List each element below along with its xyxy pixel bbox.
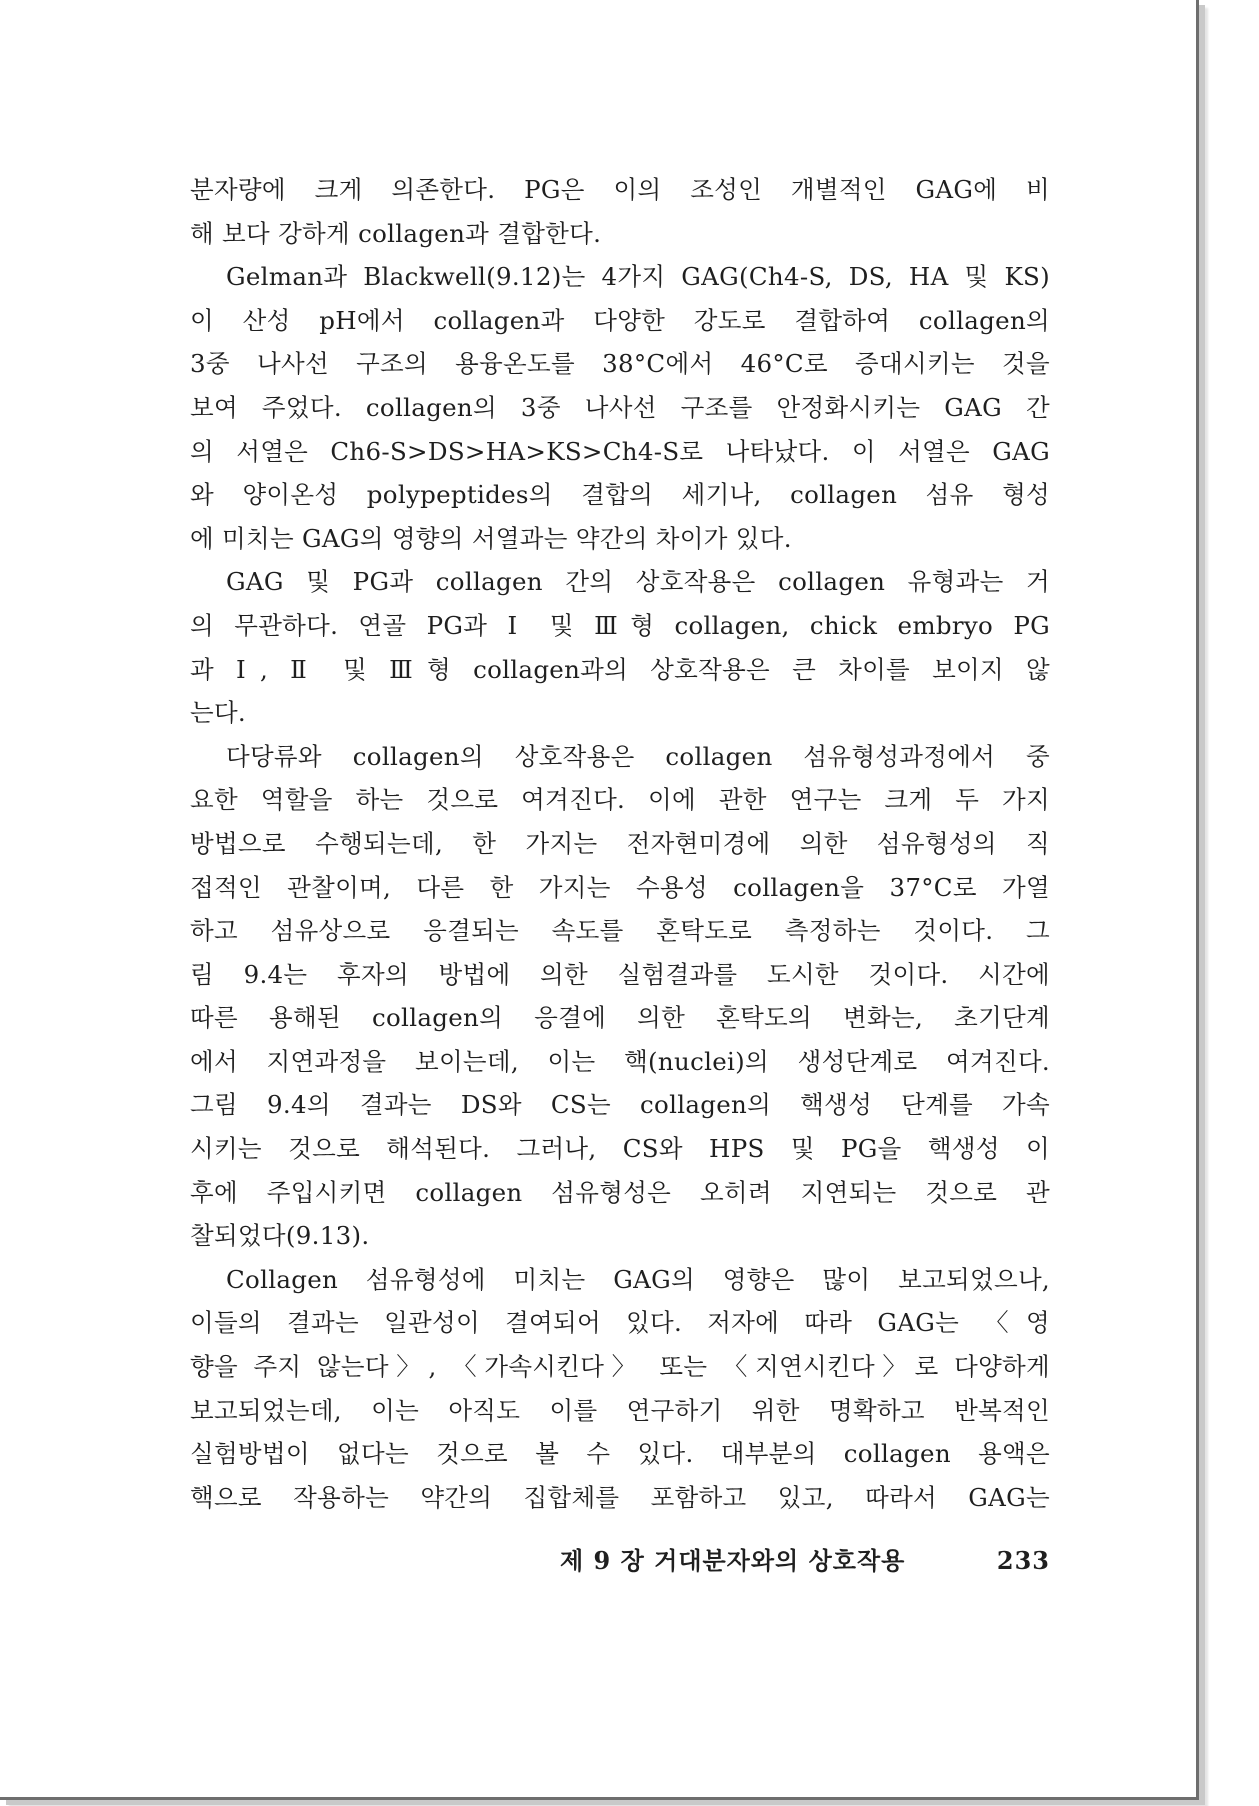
page-footer	[560, 1541, 1050, 1581]
text-line: GAG 및 PG과 collagen 간의 상호작용은 collagen 유형과는 거	[226, 567, 1050, 597]
text-line: 에서 지연과정을 보이는데, 이는 핵(nuclei)의 생성단계로 여겨진다.	[190, 1046, 1050, 1076]
text-line: Gelman과 Blackwell(9.12)는 4가지 GAG(Ch4-S, DS, HA 및 KS)	[226, 262, 1050, 292]
page-number: 233	[996, 1546, 1050, 1575]
text-line: Collagen 섬유형성에 미치는 GAG의 영향은 많이 보고되었으나,	[226, 1264, 1050, 1294]
text-line: 실험방법이 없다는 것으로 볼 수 있다. 대부분의 collagen 용액은	[190, 1439, 1050, 1469]
text-line: 림 9.4는 후자의 방법에 의한 실험결과를 도시한 것이다. 시간에	[190, 959, 1050, 989]
text-line: 3중 나사선 구조의 용융온도를 38°C에서 46°C로 증대시키는 것을	[190, 349, 1050, 379]
text-line: 이 산성 pH에서 collagen과 다양한 강도로 결합하여 collagen의	[190, 305, 1050, 335]
text-line: 해 보다 강하게 collagen과 결합한다.	[190, 218, 602, 248]
text-line: 요한 역할을 하는 것으로 여겨진다. 이에 관한 연구는 크게 두 가지	[190, 785, 1050, 815]
text-line: 과 Ⅰ, Ⅱ 및 Ⅲ형 collagen과의 상호작용은 큰 차이를 보이지 않	[190, 654, 1050, 684]
text-line: 하고 섬유상으로 응결되는 속도를 혼탁도로 측정하는 것이다. 그	[190, 916, 1050, 946]
text-line: 따른 용해된 collagen의 응결에 의한 혼탁도의 변화는, 초기단계	[190, 1003, 1050, 1033]
text-line: 보여 주었다. collagen의 3중 나사선 구조를 안정화시키는 GAG 간	[190, 392, 1050, 422]
text-line: 에 미치는 GAG의 영향의 서열과는 약간의 차이가 있다.	[190, 523, 792, 553]
chapter-title: 제 9 장 거대분자와의 상호작용	[560, 1546, 906, 1575]
text-line: 의 무관하다. 연골 PG과 Ⅰ 및 Ⅲ형 collagen, chick embryo PG	[190, 610, 1050, 640]
text-line: 이들의 결과는 일관성이 결여되어 있다. 저자에 따라 GAG는 〈영	[190, 1308, 1050, 1338]
text-line: 향을 주지 않는다〉, 〈가속시킨다〉 또는 〈지연시킨다〉로 다양하게	[190, 1352, 1050, 1382]
text-line: 찰되었다(9.13).	[190, 1221, 370, 1251]
text-line: 의 서열은 Ch6-S>DS>HA>KS>Ch4-S로 나타났다. 이 서열은 GAG	[190, 436, 1050, 466]
text-line: 분자량에 크게 의존한다. PG은 이의 조성인 개별적인 GAG에 비	[190, 175, 1050, 204]
text-line: 핵으로 작용하는 약간의 집합체를 포함하고 있고, 따라서 GAG는	[190, 1482, 1050, 1512]
text-line: 후에 주입시키면 collagen 섬유형성은 오히려 지연되는 것으로 관	[190, 1177, 1050, 1207]
text-line: 방법으로 수행되는데, 한 가지는 전자현미경에 의한 섬유형성의 직	[190, 828, 1050, 858]
text-line: 접적인 관찰이며, 다른 한 가지는 수용성 collagen을 37°C로 가열	[190, 872, 1050, 902]
text-line: 는다.	[190, 698, 247, 728]
text-line: 시키는 것으로 해석된다. 그러나, CS와 HPS 및 PG을 핵생성 이	[190, 1134, 1050, 1164]
text-line: 다당류와 collagen의 상호작용은 collagen 섬유형성과정에서 중	[226, 741, 1050, 771]
text-line: 보고되었는데, 이는 아직도 이를 연구하기 위한 명확하고 반복적인	[190, 1395, 1050, 1425]
text-line: 와 양이온성 polypeptides의 결합의 세기나, collagen 섬유 형성	[190, 480, 1050, 510]
body-text	[190, 168, 1050, 1519]
text-line: 그림 9.4의 결과는 DS와 CS는 collagen의 핵생성 단계를 가속	[190, 1090, 1050, 1120]
